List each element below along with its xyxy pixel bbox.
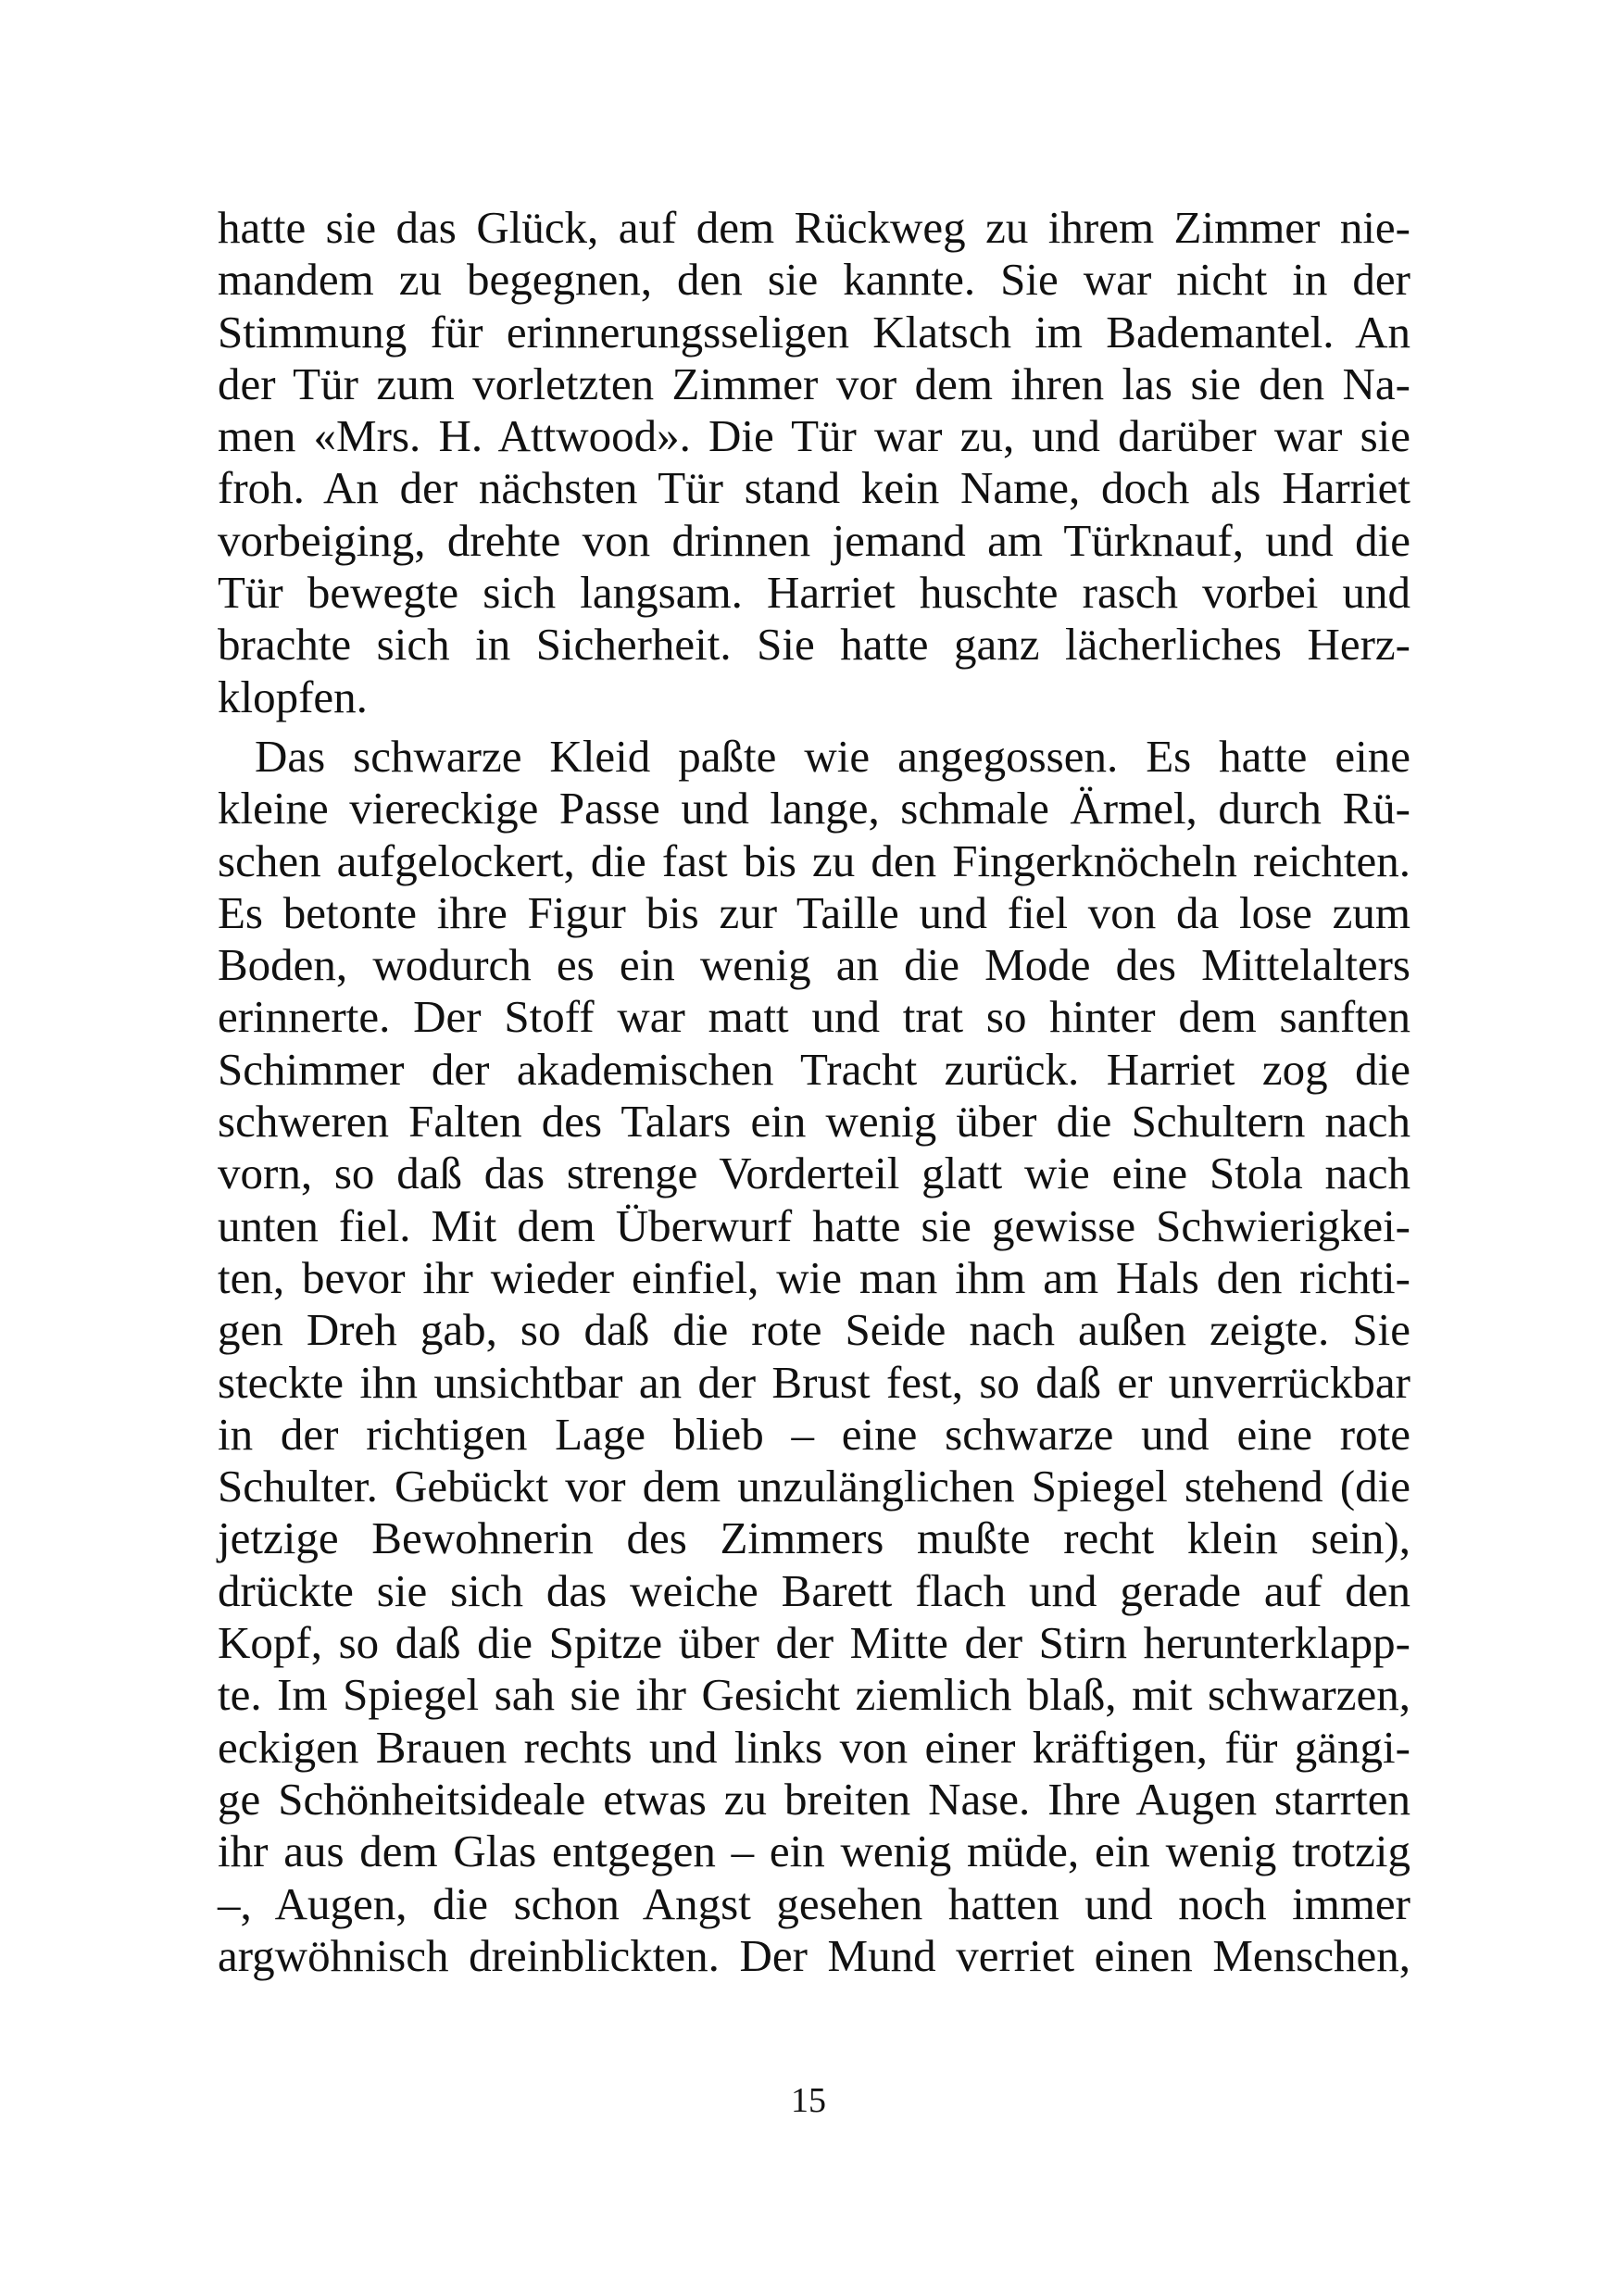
text-line: schen aufgelockert, die fast bis zu den Fingerknöcheln reichten. <box>218 834 1410 886</box>
text-line: ihr aus dem Glas entgegen – ein wenig müde, ein wenig trotzig <box>218 1826 1410 1877</box>
text-line: men «Mrs. H. Attwood». Die Tür war zu, und darüber war sie <box>218 410 1410 462</box>
text-line: Es betonte ihre Figur bis zur Taille und fiel von da lose zum <box>218 886 1410 938</box>
page-number: 15 <box>791 2081 826 2120</box>
text-line: ten, bevor ihr wieder einfiel, wie man ihm am Hals den richti- <box>218 1251 1410 1303</box>
text-line: klopfen. <box>218 671 368 722</box>
text-line: gen Dreh gab, so daß die rote Seide nach außen zeigte. Sie <box>218 1304 1410 1356</box>
text-line: ge Schönheitsideale etwas zu breiten Nase. Ihre Augen starrten <box>218 1773 1410 1825</box>
text-line: Tür bewegte sich langsam. Harriet huschte rasch vorbei und <box>218 567 1410 619</box>
text-line: Kopf, so daß die Spitze über der Mitte der Stirn herunterklapp- <box>218 1617 1410 1669</box>
text-line: –, Augen, die schon Angst gesehen hatten und noch immer <box>218 1877 1410 1929</box>
text-line: steckte ihn unsichtbar an der Brust fest, so daß er unverrückbar <box>218 1356 1410 1408</box>
text-line: jetzige Bewohnerin des Zimmers mußte recht klein sein), <box>218 1512 1410 1564</box>
text-line: vorbeiging, drehte von drinnen jemand am Türknauf, und die <box>218 514 1410 566</box>
text-line: eckigen Brauen rechts und links von einer kräftigen, für gängi- <box>218 1721 1410 1773</box>
text-line: unten fiel. Mit dem Überwurf hatte sie gewisse Schwierigkei- <box>218 1199 1410 1251</box>
text-line: Schulter. Gebückt vor dem unzulänglichen Spiegel stehend (die <box>218 1461 1410 1512</box>
text-line: Stimmung für erinnerungsseligen Klatsch im Bademantel. An <box>218 306 1410 358</box>
text-line: in der richtigen Lage blieb – eine schwarze und eine rote <box>218 1408 1410 1460</box>
text-line: Schimmer der akademischen Tracht zurück. Harriet zog die <box>218 1043 1410 1095</box>
text-line: kleine viereckige Passe und lange, schmale Ärmel, durch Rü- <box>218 783 1410 834</box>
text-line: schweren Falten des Talars ein wenig über die Schultern nach <box>218 1096 1410 1148</box>
text-line: vorn, so daß das strenge Vorderteil glatt wie eine Stola nach <box>218 1148 1410 1199</box>
paragraph-1 <box>218 202 1410 723</box>
text-line: Boden, wodurch es ein wenig an die Mode des Mittelalters <box>218 939 1410 991</box>
paragraph-2 <box>218 731 1410 1982</box>
body-text <box>218 202 1410 1982</box>
text-line: erinnerte. Der Stoff war matt und trat so hinter dem sanften <box>218 991 1410 1043</box>
text-line: te. Im Spiegel sah sie ihr Gesicht ziemlich blaß, mit schwarzen, <box>218 1669 1410 1721</box>
text-line: hatte sie das Glück, auf dem Rückweg zu ihrem Zimmer nie- <box>218 202 1410 253</box>
text-line: argwöhnisch dreinblickten. Der Mund verriet einen Menschen, <box>218 1929 1410 1981</box>
text-line: froh. An der nächsten Tür stand kein Name, doch als Harriet <box>218 462 1410 514</box>
text-line: drückte sie sich das weiche Barett flach und gerade auf den <box>218 1564 1410 1616</box>
text-line: Das schwarze Kleid paßte wie angegossen. Es hatte eine <box>255 730 1410 782</box>
text-line: mandem zu begegnen, den sie kannte. Sie war nicht in der <box>218 254 1410 306</box>
text-line: brachte sich in Sicherheit. Sie hatte ganz lächerliches Herz- <box>218 619 1410 671</box>
text-line: der Tür zum vorletzten Zimmer vor dem ihren las sie den Na- <box>218 358 1410 409</box>
